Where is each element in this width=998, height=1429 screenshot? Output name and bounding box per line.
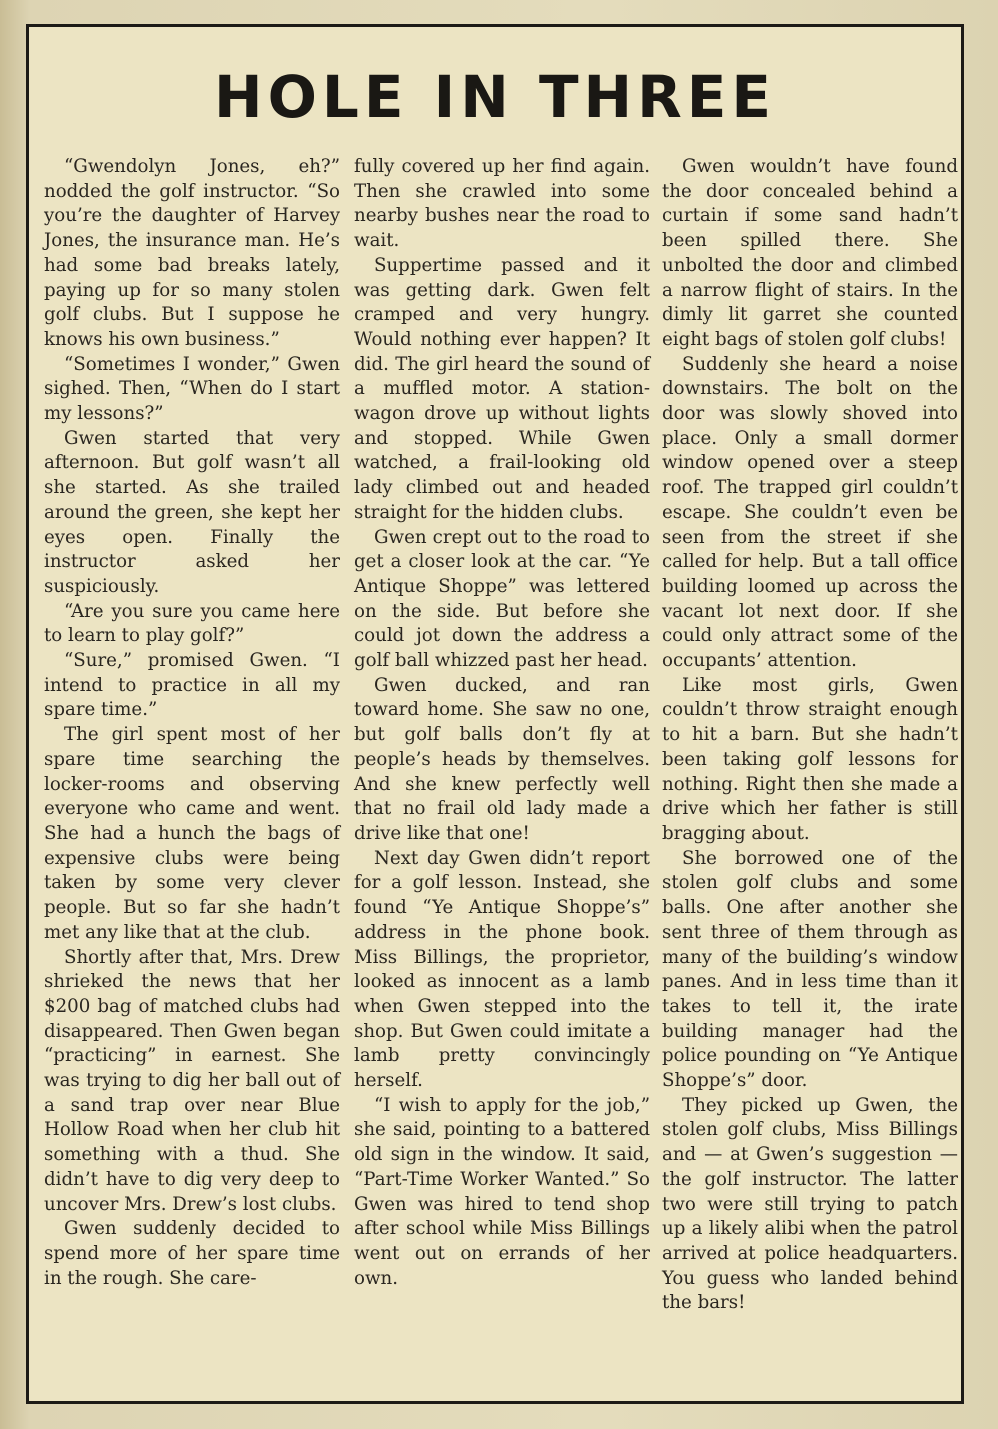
- paragraph: Gwen started that very afternoon. But golf wasn’t all she started. As she trailed around the green, she kept her eyes open. Finally the instructor asked her suspiciously.: [44, 427, 340, 597]
- paragraph: Gwen ducked, and ran toward home. She saw no one, but golf balls don’t fly at people’s heads by themselves. And she knew perfectly well that no frail old lady made a drive like that one!: [354, 674, 650, 844]
- paragraph: “I wish to apply for the job,” she said, pointing to a battered old sign in the window. It said, “Part-Time Worker Wanted.” So Gwen was hired to tend shop after school while Miss Billings went out on errands of her own.: [354, 1094, 650, 1289]
- story-column-2: [354, 155, 650, 1291]
- paragraph: Gwen crept out to the road to get a closer look at the car. “Ye Antique Shoppe” was lettered on the side. But before she could jot down the address a golf ball whizzed past her head.: [354, 526, 650, 672]
- paragraph: Shortly after that, Mrs. Drew shrieked the news that her $200 bag of matched clubs had disappeared. Then Gwen began “practicing” in earnest. She was trying to dig her ball out of a sand trap over near Blue Hollow Road when her club hit something with a thud. She didn’t have to dig very deep to uncover Mrs. Drew’s lost clubs.: [44, 946, 340, 1215]
- paragraph: Gwen wouldn’t have found the door concealed behind a curtain if some sand hadn’t been spilled there. She unbolted the door and climbed a narrow flight of stairs. In the dimly lit garret she counted eight bags of stolen golf clubs!: [662, 156, 958, 350]
- paragraph: “Gwendolyn Jones, eh?” nodded the golf instructor. “So you’re the daughter of Harvey Jones, the insurance man. He’s had some bad breaks lately, paying up for so many stolen golf clubs. But I suppose he knows his own business.”: [44, 156, 340, 350]
- story-title: HOLE IN THREE: [214, 63, 776, 131]
- paragraph: “Sure,” promised Gwen. “I intend to practice in all my spare time.”: [44, 650, 340, 721]
- paragraph: “Sometimes I wonder,” Gwen sighed. Then, “When do I start my lessons?”: [44, 353, 340, 425]
- paragraph: Like most girls, Gwen couldn’t throw straight enough to hit a barn. But she hadn’t been taking golf lessons for nothing. Right then she made a drive which her father is still bragging about.: [662, 674, 958, 844]
- story-column-1: [44, 155, 340, 1291]
- paragraph: Next day Gwen didn’t report for a golf lesson. Instead, she found “Ye Antique Shoppe’s” address in the phone book. Miss Billings, the proprietor, looked as innocent as a lamb when Gwen stepped into the shop. But Gwen could imitate a lamb pretty convincingly herself.: [354, 847, 650, 1092]
- paragraph: Suppertime passed and it was getting dark. Gwen felt cramped and very hungry. Would nothing ever happen? It did. The girl heard the sound of a muffled motor. A station-wagon drove up without lights and stopped. While Gwen watched, a frail-looking old lady climbed out and headed straight for the hidden clubs.: [354, 254, 650, 523]
- paragraph: The girl spent most of her spare time searching the locker-rooms and observing everyone who came and went. She had a hunch the bags of expensive clubs were being taken by some very clever people. But so far she hadn’t met any like that at the club.: [44, 724, 340, 943]
- paragraph: She borrowed one of the stolen golf clubs and some balls. One after another she sent three of them through as many of the building’s window panes. And in less time than it takes to tell it, the irate building manager had the police pounding on “Ye Antique Shoppe’s” door.: [662, 847, 958, 1092]
- story-frame: [26, 24, 964, 1404]
- story-column-3: [662, 155, 958, 1316]
- paragraph: Suddenly she heard a noise downstairs. The bolt on the door was slowly shoved into place. Only a small dormer window opened over a steep roof. The trapped girl couldn’t escape. She couldn’t even be seen from the street if she called for help. But a tall office building loomed up across the vacant lot next door. If she could only attract some of the occupants’ attention.: [662, 353, 958, 672]
- paragraph: Gwen suddenly decided to spend more of her spare time in the rough. She care-: [44, 1218, 340, 1289]
- paragraph: “Are you sure you came here to learn to play golf?”: [44, 600, 340, 647]
- paragraph: They picked up Gwen, the stolen golf clubs, Miss Billings and — at Gwen’s suggestion — the golf instructor. The latter two were still trying to patch up a likely alibi when the patrol arrived at police headquarters. You guess who landed behind the bars!: [662, 1094, 958, 1314]
- paragraph: fully covered up her find again. Then she crawled into some nearby bushes near the road to wait.: [354, 156, 650, 252]
